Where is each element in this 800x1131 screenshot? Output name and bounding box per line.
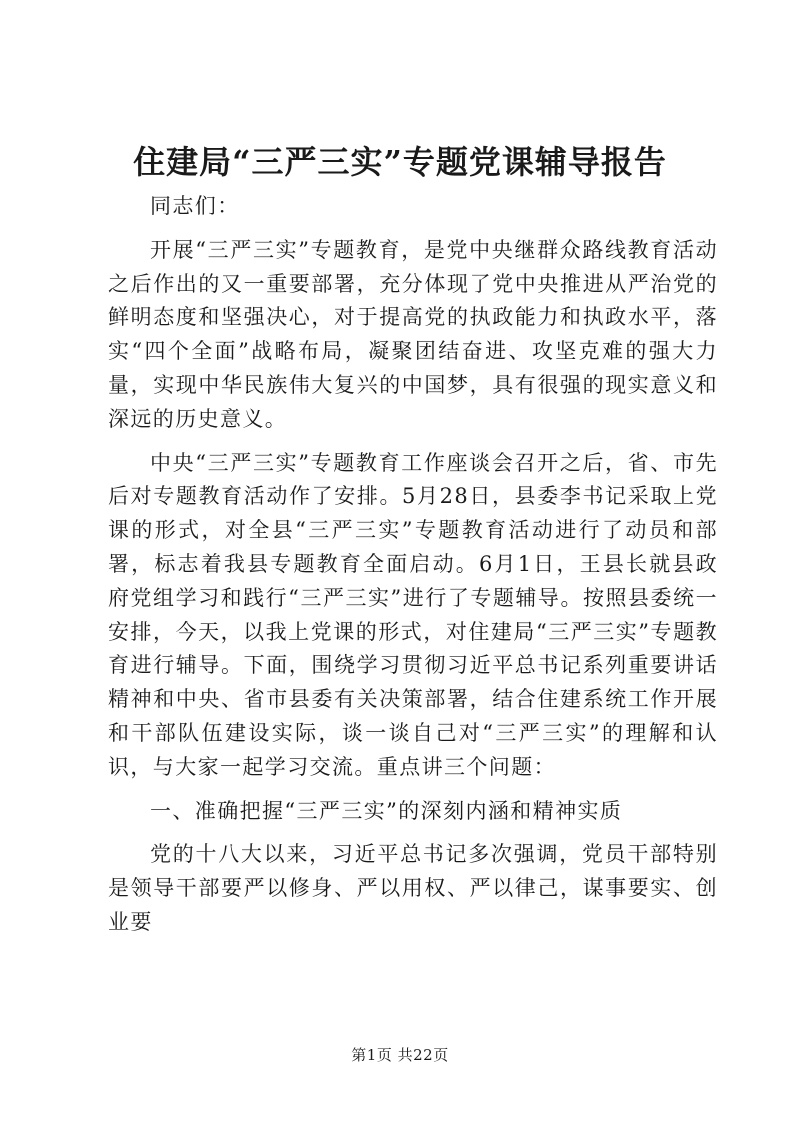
page-number-footer: 第1页 共22页 bbox=[351, 1046, 449, 1064]
salutation-paragraph: 同志们： bbox=[150, 194, 240, 218]
background-paragraph: 中央“三严三实”专题教育工作座谈会召开之后，省、市先后对专题教育活动作了安排。5月28日，县委李书记采取上党课的形式，对全县“三严三实”专题教育活动进行了动员和部署，标志着我县专题教育全面启动。6月1日，王县长就县政府党组学习和践行“三严三实”进行了专题辅导。按照县委统一安排，今天，以我上党课的形式，对住建局“三严三实”专题教育进行辅导。下面，围绕学习贯彻习近平总书记系列重要讲话精神和中央、省市县委有关决策部署，结合住建系统工作开展和干部队伍建设实际，谈一谈自己对“三严三实”的理解和认识，与大家一起学习交流。重点讲三个问题： bbox=[108, 450, 718, 779]
section-paragraph: 党的十八大以来，习近平总书记多次强调，党员干部特别是领导干部要严以修身、严以用权、严以律己，谋事要实、创业要 bbox=[108, 842, 718, 934]
document-title: 住建局“三严三实”专题党课辅导报告 bbox=[133, 143, 667, 181]
section-heading: 一、准确把握“三严三实”的深刻内涵和精神实质 bbox=[150, 798, 623, 823]
intro-paragraph: 开展“三严三实”专题教育，是党中央继群众路线教育活动之后作出的又一重要部署，充分体现了党中央推进从严治党的鲜明态度和坚强决心，对于提高党的执政能力和执政水平，落实“四个全面”战略布局，凝聚团结奋进、攻坚克难的强大力量，实现中华民族伟大复兴的中国梦，具有很强的现实意义和深远的历史意义。 bbox=[108, 237, 718, 431]
document-body bbox=[108, 190, 718, 950]
